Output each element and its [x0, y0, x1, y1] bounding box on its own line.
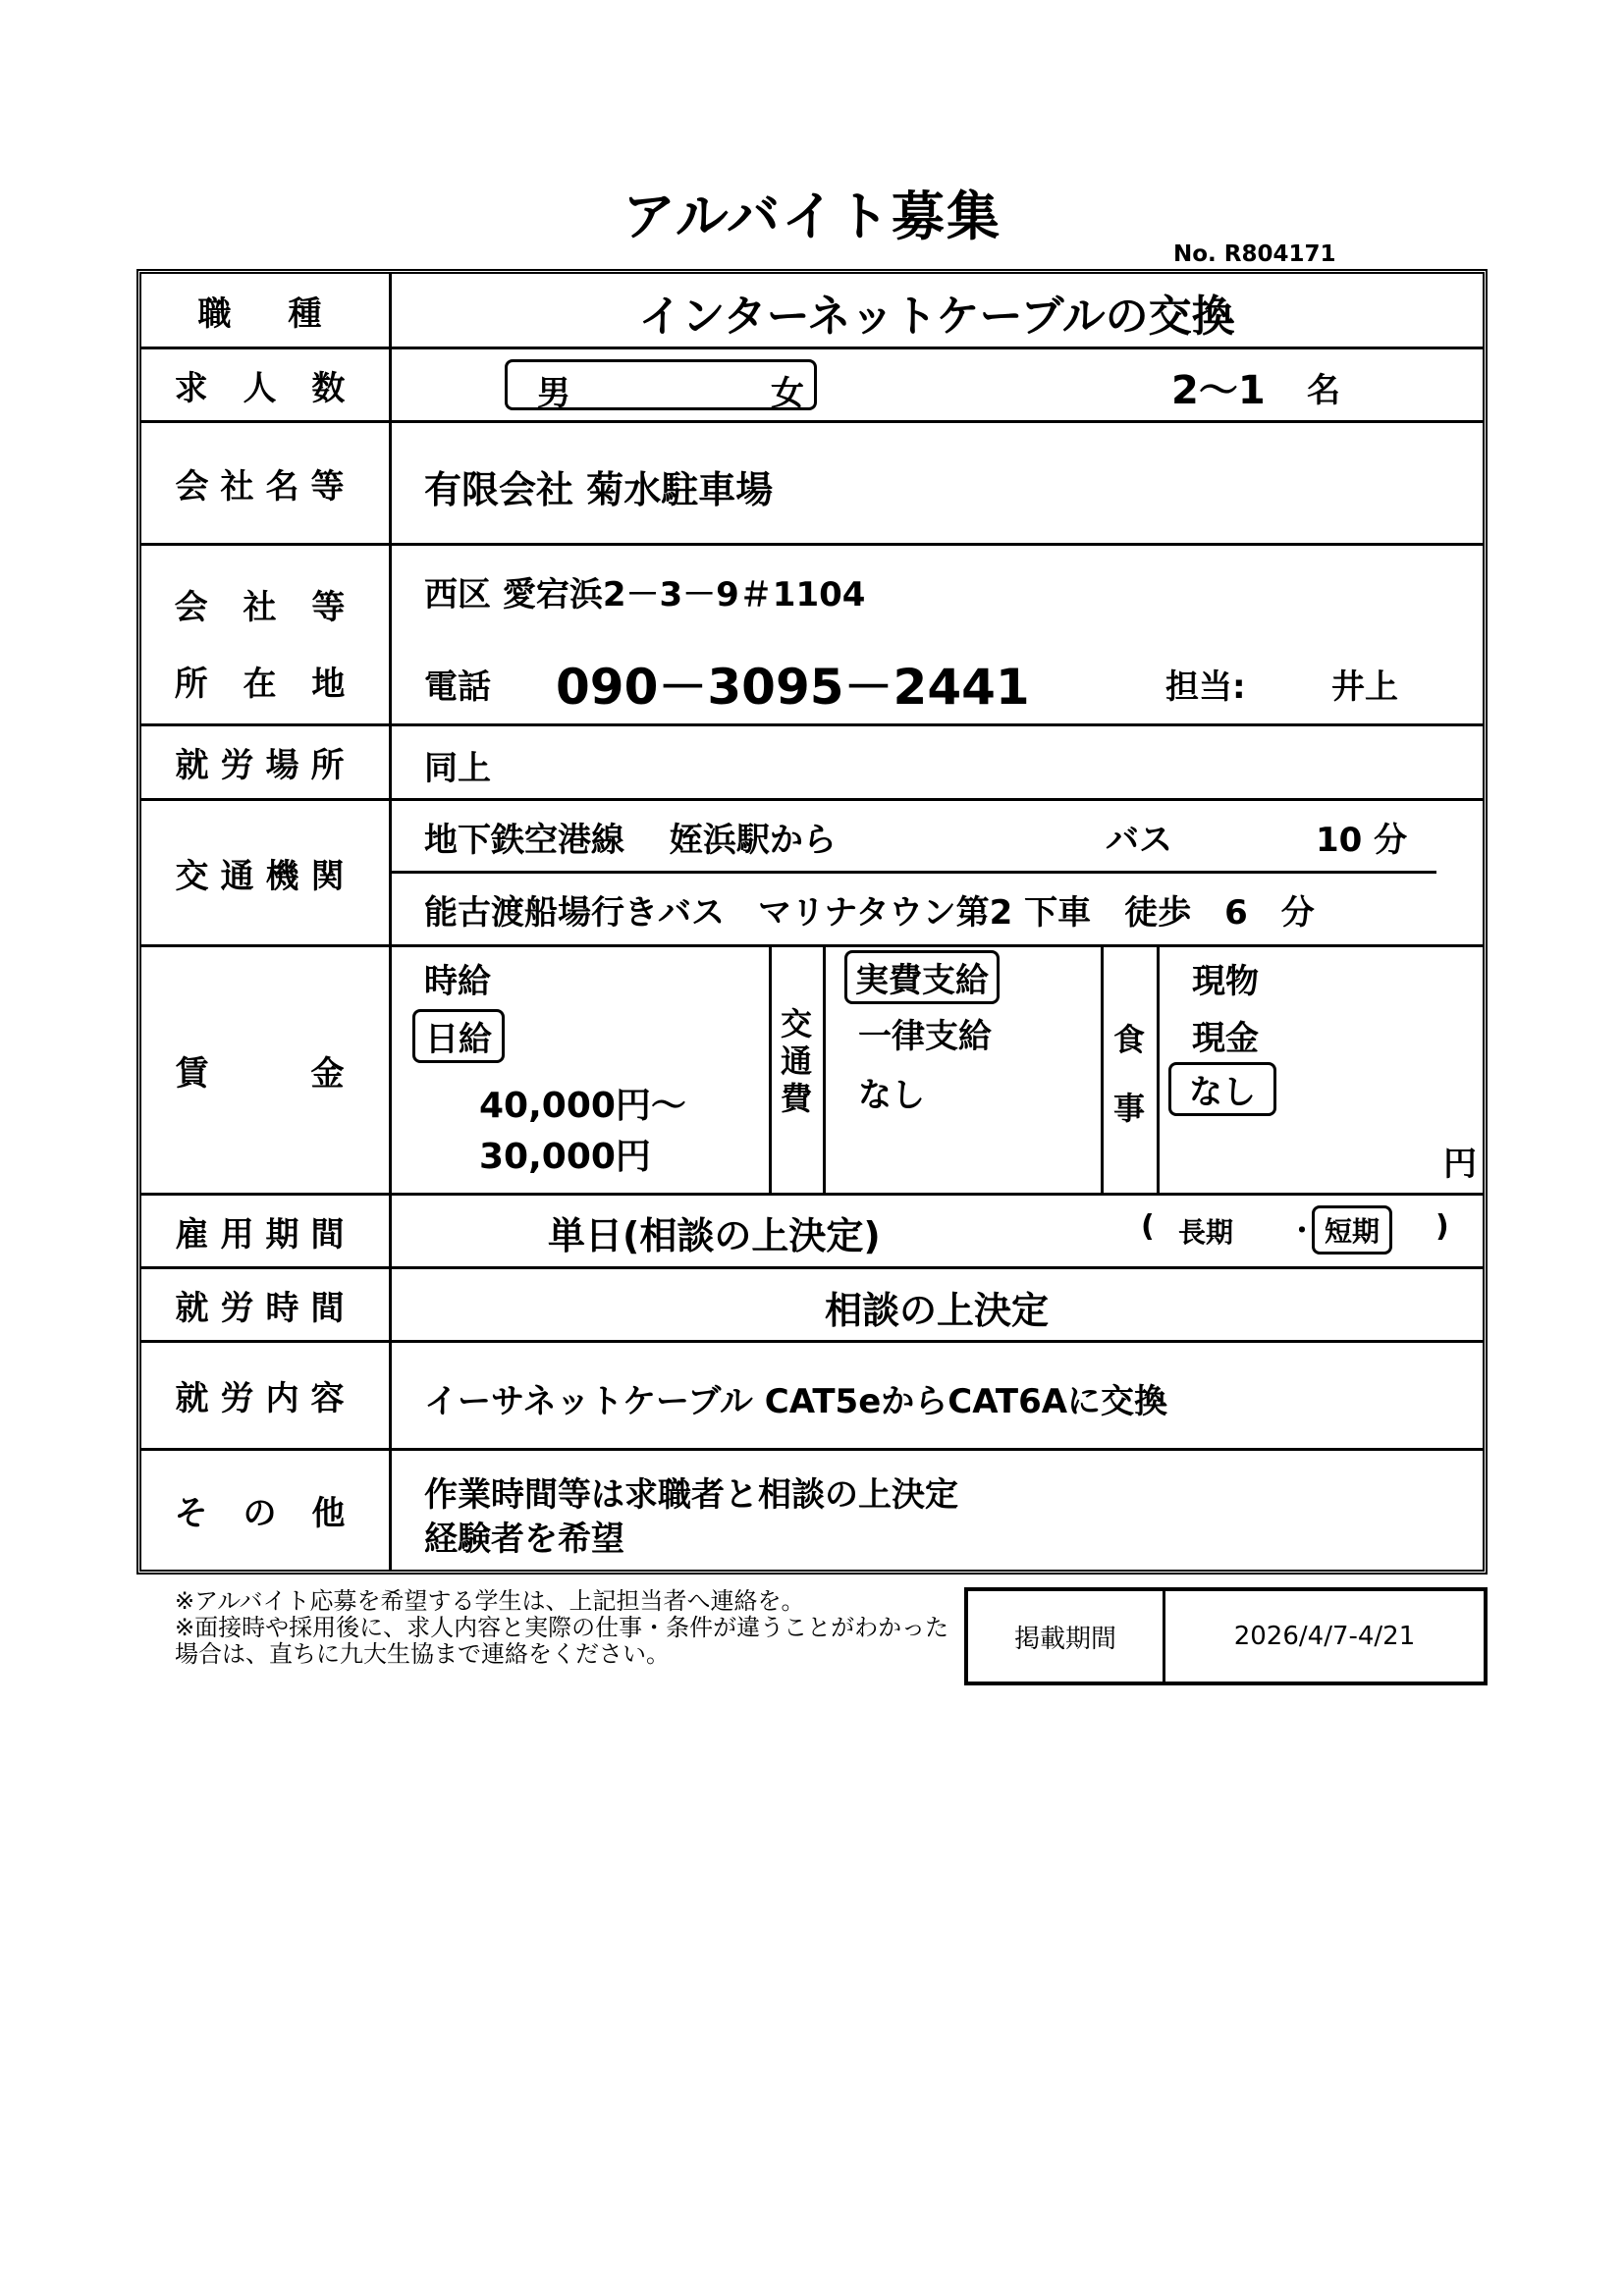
label-address-line1: 会 社 等: [174, 587, 357, 627]
period-open-paren: (: [1141, 1209, 1155, 1244]
contact-label: 担当:: [1165, 667, 1246, 707]
gender-female: 女: [771, 374, 804, 413]
period-dot: ・: [1288, 1214, 1317, 1247]
posting-period-value: 2026/4/7-4/21: [1233, 1622, 1416, 1651]
label-job-type: 職 種: [197, 294, 334, 334]
headcount-value: 2～1: [1171, 368, 1266, 413]
wage-divider: [1157, 944, 1160, 1193]
hours-value: 相談の上決定: [824, 1289, 1049, 1332]
meal-cash: 現金: [1192, 1019, 1259, 1058]
headcount-unit: 名: [1307, 371, 1340, 410]
workplace-value: 同上: [424, 749, 491, 788]
row-divider: [139, 543, 1485, 546]
label-column-divider: [389, 274, 392, 1570]
transport-subdivider: [391, 871, 1436, 874]
phone-label: 電話: [424, 667, 491, 707]
job-type-value: インターネットケーブルの交換: [638, 292, 1235, 342]
transport-minutes: 10 分: [1316, 821, 1408, 860]
label-workplace: 就労場所: [175, 746, 356, 785]
note-line-1: ※アルバイト応募を希望する学生は、上記担当者へ連絡を。: [175, 1587, 805, 1615]
wage-daily-selected: 日給: [412, 1009, 505, 1063]
meal-yen: 円: [1443, 1145, 1477, 1184]
wage-amount-1: 40,000円～: [479, 1086, 686, 1126]
transport-fee-label: 交通費: [780, 1005, 812, 1117]
company-name: 有限会社 菊水駐車場: [424, 468, 774, 511]
notes: [175, 1588, 960, 1668]
note-line-2: ※面接時や採用後に、求人内容と実際の仕事・条件が違うことがわかった場合は、直ちに九大生協まで連絡をください。: [175, 1614, 949, 1668]
wage-divider: [823, 944, 826, 1193]
label-hours: 就労時間: [175, 1288, 356, 1328]
phone-number: 090－3095－2441: [556, 659, 1030, 716]
period-long: 長期: [1178, 1216, 1234, 1249]
period-short-selected: 短期: [1312, 1205, 1392, 1255]
label-address-line2: 所 在 地: [174, 664, 357, 704]
work-content-value: イーサネットケーブル CAT5eからCAT6Aに交換: [424, 1382, 1168, 1421]
meal-in-kind: 現物: [1192, 962, 1259, 1001]
other-line2: 経験者を希望: [424, 1520, 624, 1559]
period-close-paren: ): [1435, 1209, 1449, 1244]
transport-fee-flat: 一律支給: [858, 1017, 992, 1056]
meal-none-selected: なし: [1168, 1062, 1276, 1116]
employment-period-value: 単日(相談の上決定): [548, 1214, 881, 1257]
document-number: No. R804171: [1173, 241, 1336, 267]
transport-line2: 能古渡船場行きバス マリナタウン第2 下車 徒歩 6 分: [424, 893, 1315, 933]
label-work-content: 就労内容: [175, 1379, 356, 1418]
page-title: アルバイト募集: [622, 186, 1002, 247]
label-wage: 賃 金: [175, 1053, 356, 1094]
wage-divider: [1101, 944, 1104, 1193]
other-line1: 作業時間等は求職者と相談の上決定: [424, 1475, 958, 1515]
label-employment-period: 雇用期間: [175, 1214, 356, 1255]
label-transport: 交通機関: [175, 856, 356, 896]
transport-fee-actual-selected: 実費支給: [844, 950, 1000, 1004]
gender-box: [505, 359, 817, 413]
transport-fee-none: なし: [858, 1076, 925, 1115]
label-headcount: 求 人 数: [174, 368, 357, 408]
posting-period-table: [964, 1587, 1488, 1685]
company-address: 西区 愛宕浜2－3－9＃1104: [424, 575, 866, 614]
gender-male: 男: [537, 374, 570, 413]
label-company: 会社名等: [175, 466, 356, 507]
wage-divider: [769, 944, 772, 1193]
wage-amount-2: 30,000円: [479, 1137, 651, 1177]
posting-period-label: 掲載期間: [968, 1591, 1165, 1682]
contact-name: 井上: [1331, 667, 1398, 707]
label-other: そ の 他: [174, 1493, 357, 1533]
meal-label: 食事: [1112, 1021, 1145, 1127]
wage-hourly: 時給: [424, 962, 491, 1001]
transport-mode: バス: [1106, 821, 1172, 860]
transport-line1: 地下鉄空港線 姪浜駅から: [424, 821, 837, 860]
